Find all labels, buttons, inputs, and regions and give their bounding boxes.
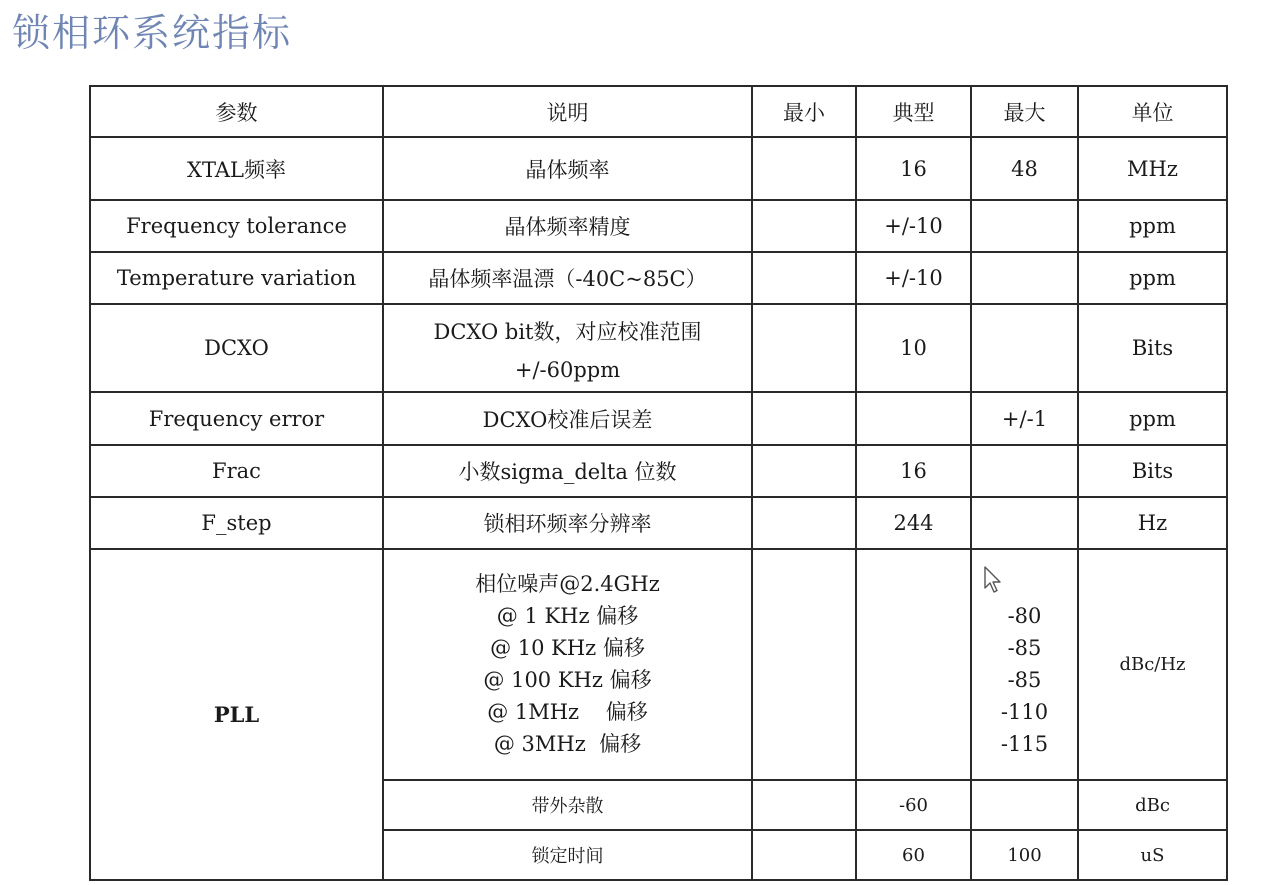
cell-desc-spur: 带外杂散 [383, 780, 752, 830]
cell-min [752, 392, 856, 445]
cell-min [752, 830, 856, 880]
cell-min [752, 304, 856, 392]
table-row [90, 497, 1227, 549]
cell-max: 100 [971, 830, 1078, 880]
cell-param: DCXO [90, 304, 383, 392]
header-min: 最小 [752, 86, 856, 137]
phase-noise-line: @ 3MHz 偏移 [493, 732, 642, 756]
cell-unit: Bits [1078, 445, 1227, 497]
cell-desc-lock-time: 锁定时间 [383, 830, 752, 880]
table-row [90, 304, 1227, 392]
cell-min [752, 200, 856, 252]
cell-param: Frequency error [90, 392, 383, 445]
phase-noise-line: @ 1MHz 偏移 [487, 700, 648, 724]
phase-noise-max: -85 [1007, 636, 1042, 660]
cell-typ: +/-10 [856, 252, 971, 304]
table-row [90, 200, 1227, 252]
cell-desc: 晶体频率精度 [383, 200, 752, 252]
cell-desc: 锁相环频率分辨率 [383, 497, 752, 549]
phase-noise-max: -85 [1007, 668, 1042, 692]
cell-param: Frequency tolerance [90, 200, 383, 252]
cell-unit: dBc/Hz [1078, 549, 1227, 780]
cell-max [971, 200, 1078, 252]
table-row [90, 392, 1227, 445]
spec-table [89, 85, 1228, 881]
phase-noise-line: @ 100 KHz 偏移 [483, 668, 652, 692]
cell-param: Frac [90, 445, 383, 497]
cell-typ [856, 392, 971, 445]
table-row [90, 445, 1227, 497]
header-max: 最大 [971, 86, 1078, 137]
phase-noise-max: -110 [1000, 700, 1049, 724]
header-desc: 说明 [383, 86, 752, 137]
cell-unit: Bits [1078, 304, 1227, 392]
cell-typ: 16 [856, 137, 971, 200]
phase-noise-line: 相位噪声@2.4GHz [475, 572, 660, 596]
table-row [90, 137, 1227, 200]
table-row [90, 252, 1227, 304]
mouse-cursor-icon [983, 566, 1003, 594]
cell-max [971, 304, 1078, 392]
pll-phase-noise-row [90, 549, 1227, 780]
cell-desc: 小数sigma_delta 位数 [383, 445, 752, 497]
cell-unit: dBc [1078, 780, 1227, 830]
cell-min [752, 780, 856, 830]
cell-min [752, 497, 856, 549]
page-title: 锁相环系统指标 [12, 11, 293, 55]
phase-noise-max: -115 [1000, 732, 1049, 756]
cell-min [752, 137, 856, 200]
cell-typ: +/-10 [856, 200, 971, 252]
cell-max [971, 780, 1078, 830]
cell-typ: 10 [856, 304, 971, 392]
cell-max [971, 445, 1078, 497]
cell-typ: 60 [856, 830, 971, 880]
cell-typ: 244 [856, 497, 971, 549]
cell-param: Temperature variation [90, 252, 383, 304]
cell-desc: 晶体频率 [383, 137, 752, 200]
cell-typ: -60 [856, 780, 971, 830]
phase-noise-line: @ 10 KHz 偏移 [490, 636, 645, 660]
cell-desc: 晶体频率温漂（-40C~85C） [383, 252, 752, 304]
cell-min [752, 445, 856, 497]
cell-desc-phase-noise [383, 549, 752, 780]
cell-desc: DCXO校准后误差 [383, 392, 752, 445]
cell-typ [856, 549, 971, 780]
cell-max: +/-1 [971, 392, 1078, 445]
cell-unit: ppm [1078, 252, 1227, 304]
cell-unit: Hz [1078, 497, 1227, 549]
cell-param-pll: PLL [90, 549, 383, 880]
cell-param: F_step [90, 497, 383, 549]
cell-unit: ppm [1078, 392, 1227, 445]
phase-noise-line: @ 1 KHz 偏移 [496, 604, 639, 628]
cell-max [971, 497, 1078, 549]
cell-unit: ppm [1078, 200, 1227, 252]
cell-max: 48 [971, 137, 1078, 200]
header-param: 参数 [90, 86, 383, 137]
cell-typ: 16 [856, 445, 971, 497]
cell-param: XTAL频率 [90, 137, 383, 200]
cell-unit: uS [1078, 830, 1227, 880]
cell-max [971, 252, 1078, 304]
phase-noise-max: -80 [1007, 604, 1042, 628]
cell-min [752, 549, 856, 780]
header-typ: 典型 [856, 86, 971, 137]
header-row [90, 86, 1227, 137]
header-unit: 单位 [1078, 86, 1227, 137]
cell-unit: MHz [1078, 137, 1227, 200]
cell-min [752, 252, 856, 304]
cell-desc: DCXO bit数，对应校准范围 +/-60ppm [383, 304, 752, 392]
